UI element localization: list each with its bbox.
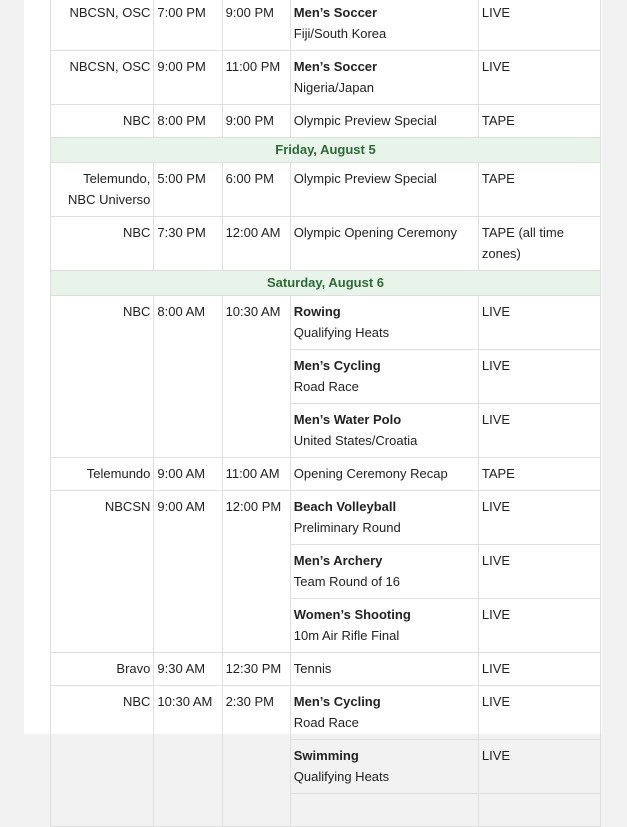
day-header-row <box>51 138 601 163</box>
end-time-cell: 6:00 PM <box>222 163 290 217</box>
network-cell: NBC <box>51 296 154 458</box>
table-row <box>51 51 601 105</box>
table-row <box>51 458 601 491</box>
end-time-cell: 10:30 AM <box>222 296 290 458</box>
event-cell: Olympic Opening Ceremony <box>290 217 478 271</box>
end-time-cell: 12:00 AM <box>222 217 290 271</box>
start-time-cell: 7:30 PM <box>154 217 222 271</box>
event-cell: Tennis <box>290 653 478 686</box>
start-time-cell: 9:00 AM <box>154 491 222 653</box>
event-cell: Olympic Preview Special <box>290 105 478 138</box>
network-cell: NBC <box>51 105 154 138</box>
start-time-cell: 9:00 AM <box>154 458 222 491</box>
start-time-cell: 8:00 AM <box>154 296 222 458</box>
status-cell: LIVE <box>478 599 600 653</box>
event-cell <box>290 686 478 740</box>
status-cell: LIVE <box>478 51 600 105</box>
day-header-friday: Friday, August 5 <box>51 138 601 163</box>
event-title: Men’s Water Polo <box>293 412 402 427</box>
start-time-cell: 9:00 PM <box>154 51 222 105</box>
event-subtitle: Fiji/South Korea <box>293 26 387 41</box>
event-subtitle: 10m Air Rifle Final <box>293 628 400 643</box>
end-time-cell: 9:00 PM <box>222 0 290 51</box>
status-cell: TAPE (all time zones) <box>478 217 600 271</box>
end-time-cell: 2:30 PM <box>222 686 290 827</box>
start-time-cell: 8:00 PM <box>154 105 222 138</box>
start-time-cell: 5:00 PM <box>154 163 222 217</box>
event-title: Rowing <box>293 304 341 319</box>
table-row <box>51 163 601 217</box>
event-cell <box>290 404 478 458</box>
status-cell <box>478 794 600 827</box>
event-subtitle: Qualifying Heats <box>293 325 390 340</box>
event-cell <box>290 491 478 545</box>
table-row <box>51 296 601 350</box>
page <box>24 0 602 784</box>
network-cell: NBCSN, OSC <box>51 51 154 105</box>
table-row <box>51 105 601 138</box>
network-cell: Telemundo, NBC Universo <box>51 163 154 217</box>
end-time-cell: 11:00 AM <box>222 458 290 491</box>
status-cell: LIVE <box>478 296 600 350</box>
table-row <box>51 686 601 740</box>
event-cell <box>290 794 478 827</box>
network-cell: Bravo <box>51 653 154 686</box>
status-cell: LIVE <box>478 686 600 740</box>
event-title: Women’s Shooting <box>293 607 411 622</box>
status-cell: LIVE <box>478 653 600 686</box>
event-cell <box>290 350 478 404</box>
status-cell: TAPE <box>478 163 600 217</box>
event-title: Men’s Cycling <box>293 358 381 373</box>
status-cell: LIVE <box>478 491 600 545</box>
start-time-cell: 7:00 PM <box>154 0 222 51</box>
event-cell <box>290 296 478 350</box>
table-row <box>51 653 601 686</box>
status-cell: LIVE <box>478 545 600 599</box>
event-cell: Opening Ceremony Recap <box>290 458 478 491</box>
network-cell: Telemundo <box>51 458 154 491</box>
table-row <box>51 217 601 271</box>
status-cell: LIVE <box>478 350 600 404</box>
event-subtitle: Nigeria/Japan <box>293 80 374 95</box>
network-cell: NBC <box>51 217 154 271</box>
event-title: Men’s Cycling <box>293 694 381 709</box>
table-row <box>51 491 601 545</box>
day-header-row <box>51 271 601 296</box>
start-time-cell: 9:30 AM <box>154 653 222 686</box>
event-subtitle: Team Round of 16 <box>293 574 400 589</box>
event-subtitle: Qualifying Heats <box>293 769 390 784</box>
event-cell <box>290 0 478 51</box>
end-time-cell: 12:00 PM <box>222 491 290 653</box>
event-subtitle: Road Race <box>293 379 359 394</box>
event-subtitle: Road Race <box>293 715 359 730</box>
event-title: Men’s Archery <box>293 553 383 568</box>
event-cell <box>290 545 478 599</box>
event-title: Men’s Soccer <box>293 5 378 20</box>
status-cell: TAPE <box>478 458 600 491</box>
event-subtitle: United States/Croatia <box>293 433 418 448</box>
day-header-saturday: Saturday, August 6 <box>51 271 601 296</box>
event-title: Beach Volleyball <box>293 499 397 514</box>
event-cell <box>290 599 478 653</box>
network-cell: NBCSN <box>51 491 154 653</box>
event-cell <box>290 740 478 794</box>
end-time-cell: 9:00 PM <box>222 105 290 138</box>
schedule-table <box>50 0 601 827</box>
status-cell: LIVE <box>478 0 600 51</box>
status-cell: TAPE <box>478 105 600 138</box>
end-time-cell: 11:00 PM <box>222 51 290 105</box>
start-time-cell: 10:30 AM <box>154 686 222 827</box>
event-title: Men’s Soccer <box>293 59 378 74</box>
status-cell: LIVE <box>478 404 600 458</box>
event-cell <box>290 51 478 105</box>
event-title: Swimming <box>293 748 359 763</box>
event-subtitle: Preliminary Round <box>293 520 401 535</box>
status-cell: LIVE <box>478 740 600 794</box>
network-cell: NBC <box>51 686 154 827</box>
table-row <box>51 0 601 51</box>
network-cell: NBCSN, OSC <box>51 0 154 51</box>
end-time-cell: 12:30 PM <box>222 653 290 686</box>
event-cell: Olympic Preview Special <box>290 163 478 217</box>
